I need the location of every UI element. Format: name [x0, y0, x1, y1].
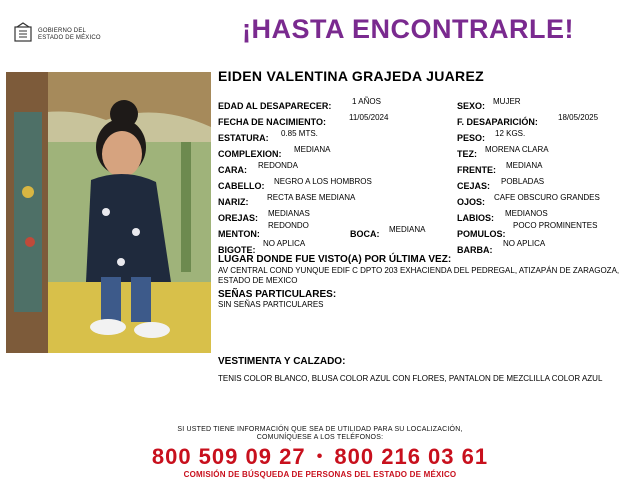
commission-name: COMISIÓN DE BÚSQUEDA DE PERSONAS DEL ESTADO DE MÉXICO: [183, 470, 457, 479]
phone-number-2[interactable]: 800 216 03 61: [334, 444, 489, 469]
phone-number-1[interactable]: 800 509 09 27: [151, 444, 306, 469]
field-label: FECHA DE NACIMIENTO:: [218, 117, 326, 127]
contact-note-line-2: COMUNÍQUESE A LOS TELÉFONOS:: [256, 434, 384, 441]
field-label: TEZ:: [457, 149, 477, 159]
field-label: BARBA:: [457, 245, 493, 255]
field-label: CABELLO:: [218, 181, 265, 191]
field-label: NARIZ:: [218, 197, 249, 207]
contact-note-line-1: SI USTED TIENE INFORMACIÓN QUE SEA DE UTILIDAD PARA SU LOCALIZACIÓN,: [177, 426, 463, 433]
marks-value: SIN SEÑAS PARTICULARES: [218, 300, 324, 309]
last-seen-value: AV CENTRAL COND YUNQUE EDIF C DPTO 203 EXHACIENDA DEL PEDREGAL, ATIZAPÁN DE ZARAGOZA, ESTADO DE MEXICO: [218, 266, 620, 285]
field-label: ESTATURA:: [218, 133, 269, 143]
field-label: OJOS:: [457, 197, 486, 207]
government-logo: [12, 22, 122, 44]
field-beard: [457, 239, 546, 258]
field-value: MEDIANA: [389, 225, 426, 234]
logo-line-2: ESTADO DE MÉXICO: [38, 35, 101, 41]
field-value: CAFE OBSCURO GRANDES: [494, 193, 600, 202]
field-value: MEDIANOS: [505, 209, 548, 218]
field-value: NEGRO A LOS HOMBROS: [274, 177, 372, 186]
field-value: POCO PROMINENTES: [513, 221, 598, 230]
person-name: EIDEN VALENTINA GRAJEDA JUAREZ: [218, 68, 484, 84]
field-label: F. DESAPARICIÓN:: [457, 117, 538, 127]
field-value: MEDIANAS: [268, 209, 310, 218]
field-value: 12 KGS.: [495, 129, 526, 138]
field-label: EDAD AL DESAPARECER:: [218, 101, 332, 111]
field-value: POBLADAS: [501, 177, 545, 186]
field-label: CEJAS:: [457, 181, 491, 191]
field-label: COMPLEXION:: [218, 149, 282, 159]
marks-label: SEÑAS PARTICULARES:: [218, 289, 337, 300]
field-value: REDONDA: [258, 161, 299, 170]
field-value: 0.85 MTS.: [281, 129, 318, 138]
logo-line-1: GOBIERNO DEL: [38, 28, 87, 34]
clothing-label: VESTIMENTA Y CALZADO:: [218, 356, 346, 367]
field-value: 18/05/2025: [558, 113, 599, 122]
field-value: MORENA CLARA: [485, 145, 549, 154]
field-value: REDONDO: [268, 221, 309, 230]
phone-separator: •: [316, 448, 324, 465]
field-value: NO APLICA: [503, 239, 546, 248]
phone-numbers: [0, 444, 640, 470]
last-seen-label: LUGAR DONDE FUE VISTO(A) POR ÚLTIMA VEZ:: [218, 254, 452, 265]
field-mouth: [350, 224, 426, 242]
field-label: LABIOS:: [457, 213, 494, 223]
coat-of-arms-icon: [12, 22, 34, 44]
field-label: OREJAS:: [218, 213, 259, 223]
field-label: BIGOTE:: [218, 245, 256, 255]
field-value: 11/05/2024: [349, 113, 389, 122]
headline: ¡HASTA ENCONTRARLE!: [242, 14, 574, 44]
field-label: MENTON:: [218, 229, 260, 239]
field-label: CARA:: [218, 165, 247, 175]
field-label: SEXO:: [457, 101, 486, 111]
field-value: 1 AÑOS: [352, 97, 381, 106]
field-value: MUJER: [493, 97, 521, 106]
field-value: RECTA BASE MEDIANA: [267, 193, 356, 202]
field-label: PESO:: [457, 133, 486, 143]
field-label: POMULOS:: [457, 229, 506, 239]
clothing-value: TENIS COLOR BLANCO, BLUSA COLOR AZUL CON FLORES, PANTALON DE MEZCLILLA COLOR AZUL: [218, 374, 603, 383]
field-label: BOCA:: [350, 229, 380, 239]
field-value: MEDIANA: [506, 161, 543, 170]
field-value: NO APLICA: [263, 239, 306, 248]
field-value: MEDIANA: [294, 145, 331, 154]
person-photo: [6, 72, 211, 353]
field-label: FRENTE:: [457, 165, 496, 175]
